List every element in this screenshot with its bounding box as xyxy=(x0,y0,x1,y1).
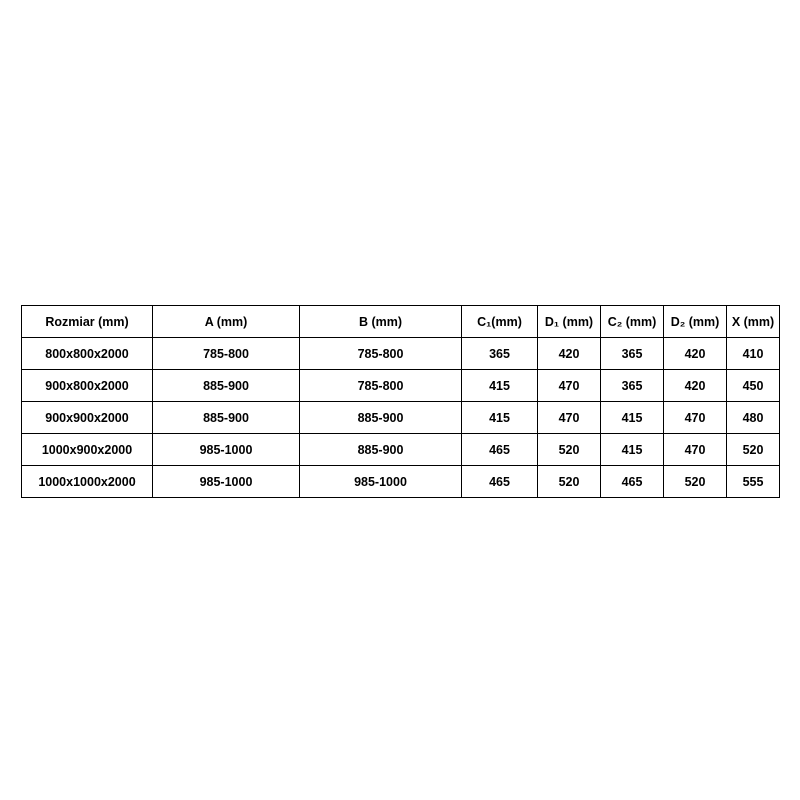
table-row xyxy=(22,434,780,466)
cell-d1: 520 xyxy=(538,434,601,466)
column-header-size: Rozmiar (mm) xyxy=(22,306,153,338)
column-header-b: B (mm) xyxy=(300,306,462,338)
cell-d2: 520 xyxy=(664,466,727,498)
table-row xyxy=(22,338,780,370)
cell-c2: 415 xyxy=(601,434,664,466)
cell-x: 450 xyxy=(727,370,780,402)
column-header-x: X (mm) xyxy=(727,306,780,338)
cell-b: 785-800 xyxy=(300,338,462,370)
cell-x: 555 xyxy=(727,466,780,498)
cell-d1: 470 xyxy=(538,402,601,434)
column-header-d2: D₂ (mm) xyxy=(664,306,727,338)
table-row xyxy=(22,466,780,498)
cell-c1: 365 xyxy=(462,338,538,370)
cell-size: 900x800x2000 xyxy=(22,370,153,402)
cell-c2: 465 xyxy=(601,466,664,498)
cell-size: 900x900x2000 xyxy=(22,402,153,434)
cell-size: 1000x900x2000 xyxy=(22,434,153,466)
cell-a: 885-900 xyxy=(153,370,300,402)
cell-size: 800x800x2000 xyxy=(22,338,153,370)
column-header-d1: D₁ (mm) xyxy=(538,306,601,338)
cell-c1: 415 xyxy=(462,370,538,402)
cell-c2: 365 xyxy=(601,370,664,402)
cell-b: 885-900 xyxy=(300,434,462,466)
cell-c1: 415 xyxy=(462,402,538,434)
cell-c1: 465 xyxy=(462,466,538,498)
table-row xyxy=(22,402,780,434)
cell-a: 785-800 xyxy=(153,338,300,370)
cell-d1: 420 xyxy=(538,338,601,370)
cell-d1: 470 xyxy=(538,370,601,402)
cell-d2: 420 xyxy=(664,370,727,402)
cell-x: 480 xyxy=(727,402,780,434)
cell-b: 885-900 xyxy=(300,402,462,434)
cell-x: 520 xyxy=(727,434,780,466)
cell-size: 1000x1000x2000 xyxy=(22,466,153,498)
cell-c2: 365 xyxy=(601,338,664,370)
dimensions-table xyxy=(21,305,780,498)
cell-c1: 465 xyxy=(462,434,538,466)
cell-d1: 520 xyxy=(538,466,601,498)
cell-d2: 470 xyxy=(664,402,727,434)
table-header-row xyxy=(22,306,780,338)
cell-x: 410 xyxy=(727,338,780,370)
column-header-c2: C₂ (mm) xyxy=(601,306,664,338)
cell-d2: 420 xyxy=(664,338,727,370)
cell-a: 985-1000 xyxy=(153,466,300,498)
column-header-a: A (mm) xyxy=(153,306,300,338)
cell-a: 985-1000 xyxy=(153,434,300,466)
cell-c2: 415 xyxy=(601,402,664,434)
cell-d2: 470 xyxy=(664,434,727,466)
cell-a: 885-900 xyxy=(153,402,300,434)
cell-b: 985-1000 xyxy=(300,466,462,498)
cell-b: 785-800 xyxy=(300,370,462,402)
dimensions-table-wrapper xyxy=(21,305,779,498)
table-row xyxy=(22,370,780,402)
column-header-c1: C₁(mm) xyxy=(462,306,538,338)
